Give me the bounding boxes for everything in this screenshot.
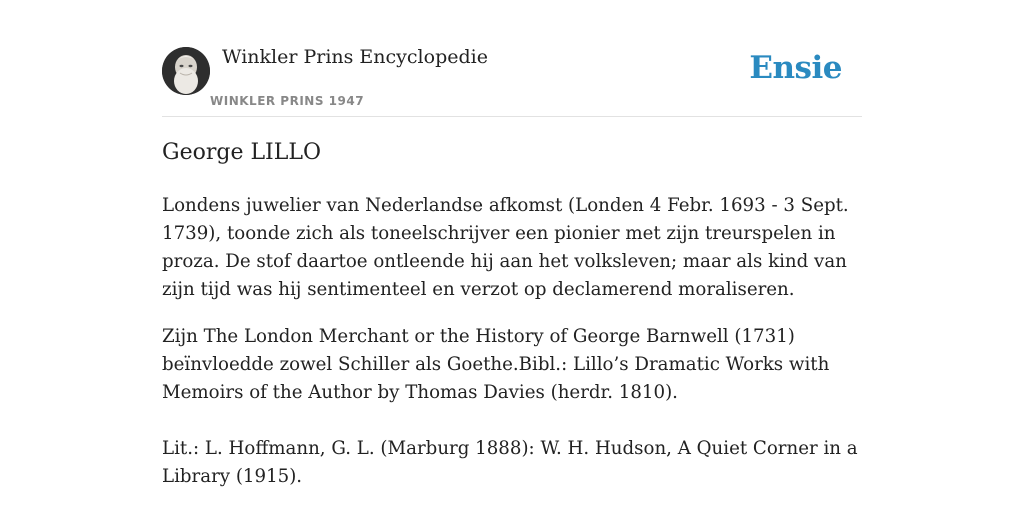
source-avatar[interactable]: [162, 47, 210, 95]
article-title: George LILLO: [162, 140, 322, 165]
article-paragraph: Zijn The London Merchant or the History of George Barnwell (1731) beïnvloedde zowel Schiller als Goethe.Bibl.: Lillo’s Dramatic Works with Memoirs of the Author by Thomas Davies (herdr. 1810).: [162, 326, 830, 403]
source-header: [162, 0, 862, 117]
article-paragraph: Lit.: L. Hoffmann, G. L. (Marburg 1888): W. H. Hudson, A Quiet Corner in a Library (1915).: [162, 438, 858, 487]
bearded-man-portrait-icon: [162, 47, 210, 95]
source-title[interactable]: Winkler Prins Encyclopedie: [222, 46, 488, 68]
ensie-logo[interactable]: Ensie: [749, 50, 842, 86]
article-paragraph: Londens juwelier van Nederlandse afkomst (Londen 4 Febr. 1693 - 3 Sept. 1739), toonde zich als toneelschrijver een pionier met zijn treurspelen in proza. De stof daartoe ontleende hij aan het volksleven; maar als kind van zijn tijd was hij sentimenteel en verzot op declamerend moraliseren.: [162, 195, 849, 300]
source-subtitle: WINKLER PRINS 1947: [210, 94, 365, 108]
article-page: [162, 0, 862, 487]
